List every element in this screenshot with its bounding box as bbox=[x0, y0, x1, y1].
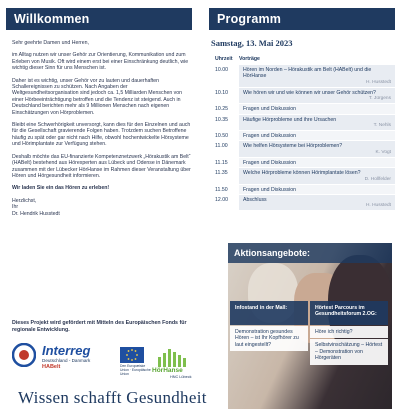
interreg-logo bbox=[42, 344, 118, 371]
program-rows bbox=[209, 64, 395, 210]
welcome-column bbox=[6, 8, 192, 217]
promo-infostand-item: Demonstration gesundes Hören – ist Ihr Kopfhörer zu laut eingestellt? bbox=[230, 326, 308, 351]
sponsor-logos bbox=[12, 341, 192, 381]
program-talk bbox=[239, 65, 395, 87]
program-table bbox=[209, 56, 395, 210]
hoerhanse-wordmark: HörHanse bbox=[152, 367, 183, 374]
program-talk bbox=[239, 195, 395, 210]
slogan: Wissen schafft Gesundheit bbox=[18, 388, 207, 407]
program-talk bbox=[239, 141, 395, 156]
talk-title: Wie helfen Hörsysteme bei Hörproblemen? bbox=[243, 143, 343, 150]
program-time: 12.00 bbox=[215, 197, 228, 204]
eu-caption: Den Europæiske Union · Europäische Union bbox=[120, 364, 151, 376]
program-row bbox=[209, 157, 395, 167]
program-time: 11.00 bbox=[215, 143, 228, 150]
program-time: 10.25 bbox=[215, 106, 228, 113]
letter-salutation: Sehr geehrte Damen und Herren, bbox=[12, 40, 89, 46]
promo-infostand bbox=[230, 301, 308, 351]
interreg-region: Deutschland - Danmark bbox=[42, 358, 91, 363]
program-row bbox=[209, 114, 395, 130]
program-time: 11.15 bbox=[215, 159, 228, 166]
talk-speaker: K. Vogt bbox=[375, 149, 391, 155]
letter-paragraph-3: Bleibt eine Schwerhörigkeit unversorgt, kann dies für den Einzelnen und auch für die Gesellschaft gravierende Folgen haben. Trotzdem suchen Betroffene häufig zu spät oder gar nicht nach Hilfe, obwohl hochentwickelte Hörsysteme und Hörimplantate zur Verfügung stehen. bbox=[12, 122, 191, 148]
talk-title: Fragen und Diskussion bbox=[243, 186, 297, 193]
program-heading: Programm bbox=[209, 8, 395, 30]
promo-parcours-head: Hörtest Parcours im Gesundheitsforum 2.OG: bbox=[310, 301, 388, 325]
talk-title: Abschluss bbox=[243, 197, 267, 204]
col-time-header: Uhrzeit bbox=[215, 56, 233, 62]
letter-invitation: Wir laden Sie ein das Hören zu erleben! bbox=[12, 185, 110, 192]
program-time: 11.50 bbox=[215, 186, 228, 193]
program-row bbox=[209, 64, 395, 87]
promo-parcours bbox=[310, 301, 388, 365]
program-time: 11.35 bbox=[215, 170, 228, 177]
talk-title: Fragen und Diskussion bbox=[243, 159, 297, 166]
event-date: Samstag, 13. Mai 2023 bbox=[211, 38, 293, 48]
talk-speaker: H. Husstedt bbox=[365, 203, 391, 209]
talk-speaker: T. Jürgens bbox=[368, 96, 391, 102]
program-talk bbox=[239, 158, 395, 167]
program-talk bbox=[239, 131, 395, 140]
closing-line: Herzlichst, bbox=[12, 197, 37, 204]
program-row bbox=[209, 103, 395, 113]
talk-speaker: T. Nehls bbox=[373, 123, 391, 129]
talk-title: Wie hören wir und wie können wir unser Gehör schützen? bbox=[243, 89, 376, 96]
interreg-wordmark: Interreg bbox=[42, 343, 91, 358]
promo-infostand-head: Infostand in der Mall: bbox=[230, 301, 308, 325]
talk-title: Hören im Norden – Hörakustik am Belt (HABelt) und die HörHanse bbox=[243, 67, 372, 80]
promo-box bbox=[228, 243, 392, 409]
signature-name: Dr. Hendrik Husstedt bbox=[12, 210, 60, 217]
promo-parcours-item: Höre ich richtig? bbox=[310, 326, 388, 338]
program-header-row bbox=[209, 56, 395, 64]
col-talks-header: Vorträge bbox=[239, 56, 260, 62]
closing-line-2: Ihr bbox=[12, 204, 19, 211]
promo-parcours-item: Selbstvinschätzung – Hörtest – Demonstration von Hörgeräten bbox=[310, 339, 388, 364]
talk-title: Häufige Hörprobleme und ihre Ursachen bbox=[243, 116, 337, 123]
funding-note: Dieses Projekt wird gefördert mit Mitteln des Europäischen Fonds für regionale Entwicklung. bbox=[12, 320, 187, 333]
letter-paragraph-4: Deshalb möchte das EU-finanzierte Kompetenznetzwerk „Hörakustik am Belt“ (HABelt) bestehend aus Hörexperten aus Lübeck und Odense in Dänemark zusammen mit der Lübecker HörHanse im Rahmen dieser Veranstaltung über Hören und Hörgesundheit informieren. bbox=[12, 153, 191, 179]
interreg-mark-icon bbox=[12, 343, 36, 367]
talk-title: Fragen und Diskussion bbox=[243, 106, 297, 113]
program-time: 10.00 bbox=[215, 67, 228, 73]
letter-paragraph-2: Daher ist es wichtig, unser Gehör vor zu lauten und dauerhaften Schallereignissen zu schützen. Nach Angaben der Weltgesundheitsorganisation sind jedoch ca. 1,5 Milliarden Menschen von einer Hörbeeinträchtigung betroffen und die Tendenz ist steigend. Auch in Deutschland berichten mehr als 9 Millionen Menschen nach eigenen Einschätzungen von Hörproblemen. bbox=[12, 77, 183, 116]
program-time: 10.35 bbox=[215, 116, 228, 123]
eu-flag-icon bbox=[120, 347, 144, 363]
program-talk bbox=[239, 88, 395, 103]
program-time: 10.10 bbox=[215, 89, 228, 96]
talk-title: Welche Hörprobleme können Hörimplantate lösen? bbox=[243, 170, 361, 177]
program-talk bbox=[239, 168, 395, 183]
talk-speaker: H. Husstedt bbox=[365, 79, 391, 85]
program-talk bbox=[239, 115, 395, 130]
hoerhanse-sub: HNC Lübeck bbox=[170, 375, 192, 379]
talk-speaker: D. Hollfelder bbox=[364, 176, 391, 182]
program-row bbox=[209, 140, 395, 156]
project-name: HABelt bbox=[42, 364, 61, 370]
program-row bbox=[209, 194, 395, 210]
program-row bbox=[209, 184, 395, 194]
promo-title: Aktionsangebote: bbox=[228, 243, 392, 263]
program-row bbox=[209, 130, 395, 140]
program-row bbox=[209, 167, 395, 183]
program-row bbox=[209, 87, 395, 103]
program-time: 10.50 bbox=[215, 133, 228, 140]
program-talk bbox=[239, 104, 395, 113]
letter-paragraph-1: im Alltag nutzen wir unser Gehör zur Orientierung, Kommunikation und zum Erleben von Musik. Oft wird einem erst bei einer Einschränkung deutlich, wie wichtig dieser Sinn für uns Menschen ist. bbox=[12, 52, 189, 72]
program-talk bbox=[239, 185, 395, 194]
talk-title: Fragen und Diskussion bbox=[243, 133, 297, 140]
program-column bbox=[209, 8, 395, 210]
welcome-heading: Willkommen bbox=[6, 8, 192, 30]
letter-closing bbox=[12, 198, 192, 217]
welcome-letter bbox=[6, 40, 192, 217]
